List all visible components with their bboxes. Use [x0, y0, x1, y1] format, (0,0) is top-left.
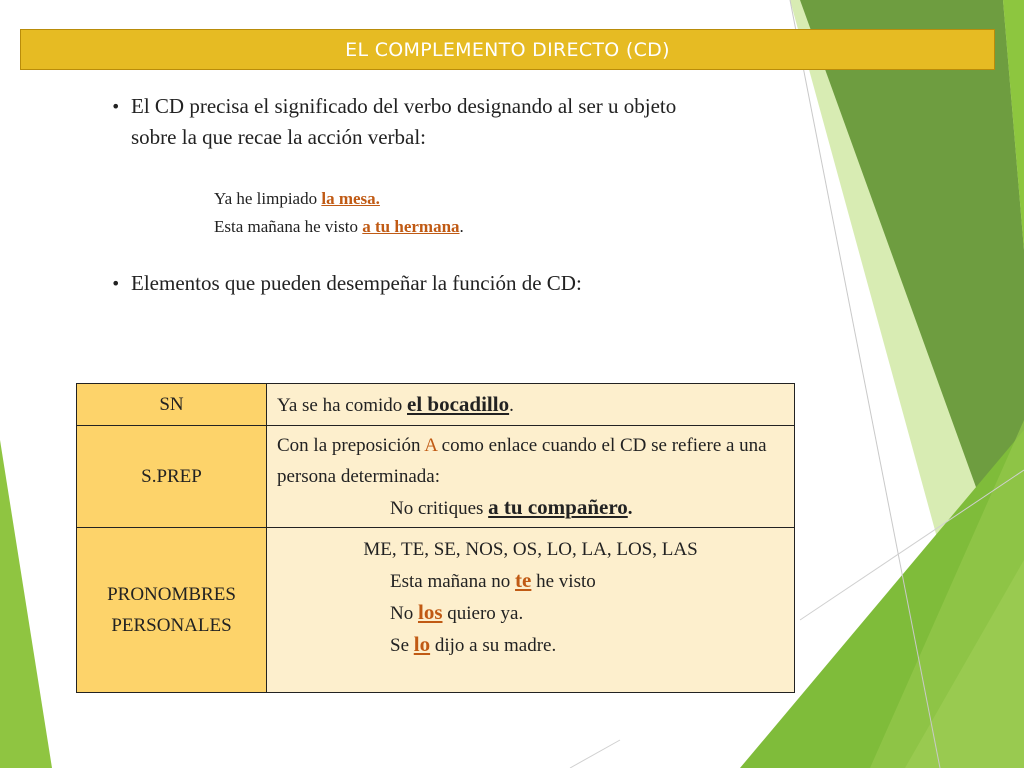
table-row — [77, 426, 795, 528]
table-row — [77, 384, 795, 426]
bullet-text: El CD precisa el significado del verbo designando al ser u objeto sobre la que recae la acción verbal: — [131, 94, 677, 149]
example-text: Esta mañana no — [390, 571, 516, 592]
bullet-definition — [111, 91, 691, 153]
example-text: Se — [390, 635, 414, 656]
slide-title: EL COMPLEMENTO DIRECTO (CD) — [20, 29, 995, 70]
content-paragraph — [277, 430, 784, 492]
bullet-icon: • — [111, 274, 121, 293]
content-example — [277, 597, 784, 629]
example-highlight: los — [417, 600, 443, 624]
row-label-line: PRONOMBRES — [107, 584, 236, 605]
example-line — [214, 185, 464, 213]
row-content — [267, 384, 795, 426]
row-label: SN — [77, 384, 267, 426]
bullet-text: Elementos que pueden desempeñar la función de CD: — [131, 271, 582, 295]
table-row — [77, 528, 795, 693]
example-text: No critiques — [390, 497, 489, 519]
bullet-elements — [111, 268, 691, 299]
example-highlight: a tu hermana — [362, 217, 460, 236]
pronoun-list: ME, TE, SE, NOS, OS, LO, LA, LOS, LAS — [363, 539, 698, 560]
row-content — [267, 426, 795, 528]
content-text: Ya se ha comido — [277, 394, 408, 416]
example-highlight: lo — [413, 632, 431, 656]
example-suffix: he visto — [531, 571, 596, 592]
row-label-line: PERSONALES — [111, 615, 232, 636]
example-text: Ya he limpiado — [214, 189, 322, 208]
example-suffix: . — [627, 497, 633, 519]
example-text: Esta mañana he visto — [214, 217, 363, 236]
example-line — [214, 213, 464, 241]
preposition-a: A — [424, 434, 437, 456]
content-highlight: el bocadillo — [407, 391, 510, 416]
content-example — [277, 629, 784, 661]
content-example — [277, 565, 784, 597]
example-highlight: la mesa. — [321, 189, 380, 208]
row-content — [267, 528, 795, 693]
example-text: No — [390, 603, 418, 624]
cd-functions-table — [76, 383, 795, 693]
example-suffix: dijo a su madre. — [430, 635, 557, 656]
example-highlight: a tu compañero — [488, 494, 628, 519]
example-highlight: te — [515, 568, 532, 592]
row-label — [77, 528, 267, 693]
content-text: Con la preposición — [277, 434, 425, 456]
content-text: como enlace cuando el CD se refiere a una persona determinada: — [277, 434, 767, 487]
row-label: S.PREP — [77, 426, 267, 528]
bullet-icon: • — [111, 97, 121, 116]
example-suffix: . — [459, 217, 464, 236]
content-example — [277, 492, 784, 524]
content-suffix: . — [509, 394, 514, 416]
example-sentences — [214, 185, 464, 241]
example-suffix: quiero ya. — [442, 603, 524, 624]
